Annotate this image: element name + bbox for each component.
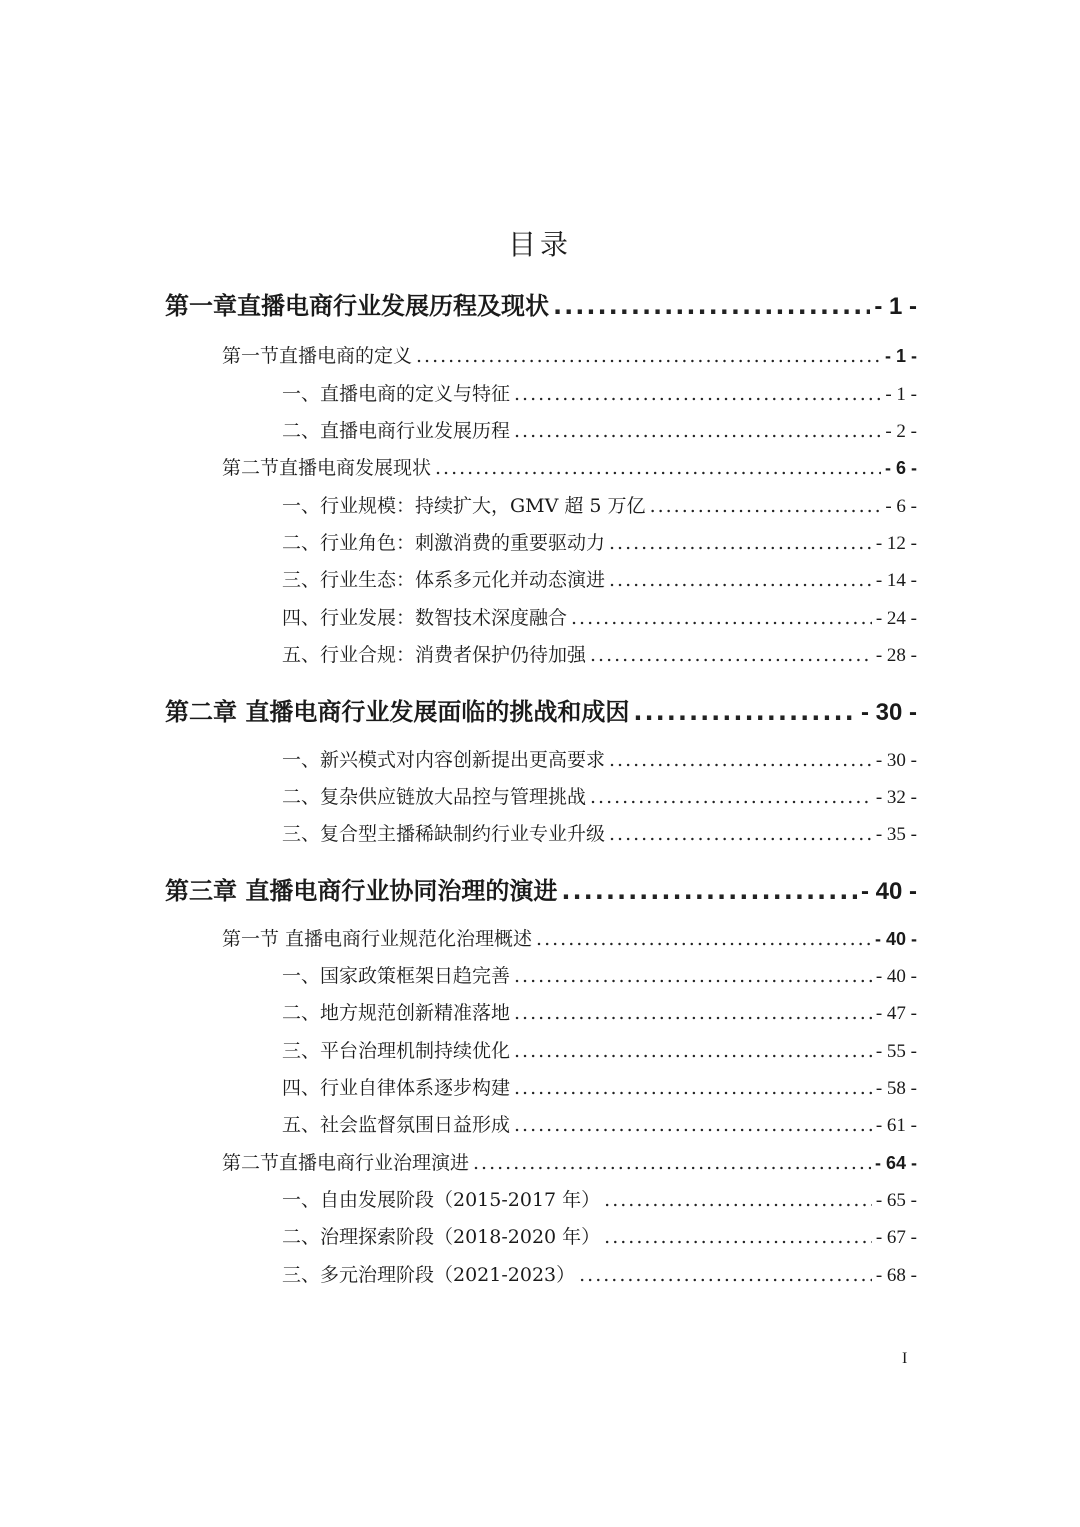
toc-chapter-label: 第三章 直播电商行业协同治理的演进 [165,877,558,905]
toc-page-number: - 32 - [875,787,917,808]
toc-section-label: 第二节直播电商行业治理演进 [222,1152,470,1174]
toc-page-number: - 14 - [875,570,917,591]
toc-chapter-row[interactable] [165,871,917,906]
toc-item-row[interactable] [282,961,917,988]
dot-leader [590,786,872,808]
toc-page-number: - 2 - [885,421,917,442]
toc-page-number: - 28 - [875,645,917,666]
toc-chapter-row[interactable] [165,692,917,727]
page-number: I [902,1350,908,1367]
dot-leader [536,928,871,950]
toc-item-row[interactable] [282,819,917,846]
dot-leader [561,877,857,905]
toc-section-row[interactable] [222,1148,917,1175]
toc-item-row[interactable] [282,1260,917,1287]
toc-item-row[interactable] [282,416,917,443]
dot-leader [435,457,881,479]
toc-item-row[interactable] [282,745,917,772]
toc-item-row[interactable] [282,491,917,518]
toc-page-number: - 40 - [875,966,917,987]
dot-leader [514,965,872,987]
toc-item-row[interactable] [282,1110,917,1137]
toc-item-row[interactable] [282,782,917,809]
toc-item-row[interactable] [282,998,917,1025]
toc-item-label: 二、行业角色：刺激消费的重要驱动力 [282,532,606,554]
toc-page-number: - 61 - [875,1115,917,1136]
toc-page-number: - 6 - [885,496,917,517]
dot-leader [604,1189,872,1211]
toc-chapter-label: 第一章直播电商行业发展历程及现状 [165,292,549,320]
toc-page-number: - 1 - [874,293,917,320]
toc-item-label: 五、行业合规：消费者保护仍待加强 [282,644,587,666]
toc-page-number: - 47 - [875,1003,917,1024]
toc-page-number: - 40 - [860,878,917,905]
dot-leader [514,1114,872,1136]
dot-leader [514,420,881,442]
toc-chapter-label: 第二章 直播电商行业发展面临的挑战和成因 [165,698,630,726]
dot-leader [571,607,872,629]
toc-item-row[interactable] [282,379,917,406]
toc-item-label: 二、复杂供应链放大品控与管理挑战 [282,786,587,808]
toc-section-label: 第二节直播电商发展现状 [222,457,432,479]
toc-page-number: - 67 - [875,1227,917,1248]
dot-leader [553,292,870,320]
toc-page-number: - 40 - [874,929,917,949]
toc-item-row[interactable] [282,1036,917,1063]
toc-section-label: 第一节 直播电商行业规范化治理概述 [222,928,533,950]
toc-section-row[interactable] [222,453,917,480]
toc-page-number: - 1 - [884,346,917,366]
toc-page-number: - 68 - [875,1265,917,1286]
toc-section-row[interactable] [222,924,917,951]
dot-leader [650,495,882,517]
toc-item-row[interactable] [282,1222,917,1249]
toc-item-label: 二、地方规范创新精准落地 [282,1002,511,1024]
toc-chapter-row[interactable] [165,286,917,321]
toc-page-number: - 55 - [875,1041,917,1062]
toc-item-row[interactable] [282,1073,917,1100]
dot-leader [609,532,872,554]
dot-leader [514,1040,872,1062]
toc-item-label: 二、直播电商行业发展历程 [282,420,511,442]
dot-leader [609,749,872,771]
toc-item-label: 二、治理探索阶段（2018-2020 年） [282,1226,601,1248]
toc-section-row[interactable] [222,341,917,368]
toc-page-number: - 12 - [875,533,917,554]
toc-item-label: 一、行业规模：持续扩大，GMV 超 5 万亿 [282,495,646,517]
toc-item-label: 一、国家政策框架日趋完善 [282,965,511,987]
dot-leader [416,345,881,367]
toc-item-label: 三、多元治理阶段（2021-2023） [282,1264,576,1286]
toc-page-number: - 35 - [875,824,917,845]
toc-item-row[interactable] [282,640,917,667]
toc-section-label: 第一节直播电商的定义 [222,345,413,367]
toc-item-label: 一、直播电商的定义与特征 [282,383,511,405]
toc-item-label: 一、自由发展阶段（2015-2017 年） [282,1189,601,1211]
toc-item-label: 一、新兴模式对内容创新提出更高要求 [282,749,606,771]
toc-page-number: - 30 - [860,699,917,726]
dot-leader [590,644,872,666]
toc-item-row[interactable] [282,603,917,630]
toc-item-row[interactable] [282,565,917,592]
dot-leader [609,823,872,845]
toc-page-number: - 24 - [875,608,917,629]
dot-leader [579,1264,872,1286]
toc-item-row[interactable] [282,528,917,555]
toc-page-number: - 6 - [884,458,917,478]
toc-item-label: 三、行业生态：体系多元化并动态演进 [282,569,606,591]
dot-leader [514,1077,872,1099]
dot-leader [633,698,857,726]
dot-leader [609,569,872,591]
toc-item-label: 三、复合型主播稀缺制约行业专业升级 [282,823,606,845]
toc-page-number: - 58 - [875,1078,917,1099]
page-title: 目录 [507,227,572,261]
toc-item-label: 四、行业自律体系逐步构建 [282,1077,511,1099]
toc-page-number: - 65 - [875,1190,917,1211]
toc-page-number: - 30 - [875,750,917,771]
dot-leader [473,1152,871,1174]
toc-item-row[interactable] [282,1185,917,1212]
toc-item-label: 三、平台治理机制持续优化 [282,1040,511,1062]
dot-leader [514,1002,872,1024]
toc-item-label: 四、行业发展：数智技术深度融合 [282,607,568,629]
toc-page-number: - 64 - [874,1153,917,1173]
dot-leader [604,1226,872,1248]
toc-page-number: - 1 - [885,384,917,405]
toc-item-label: 五、社会监督氛围日益形成 [282,1114,511,1136]
dot-leader [514,383,881,405]
